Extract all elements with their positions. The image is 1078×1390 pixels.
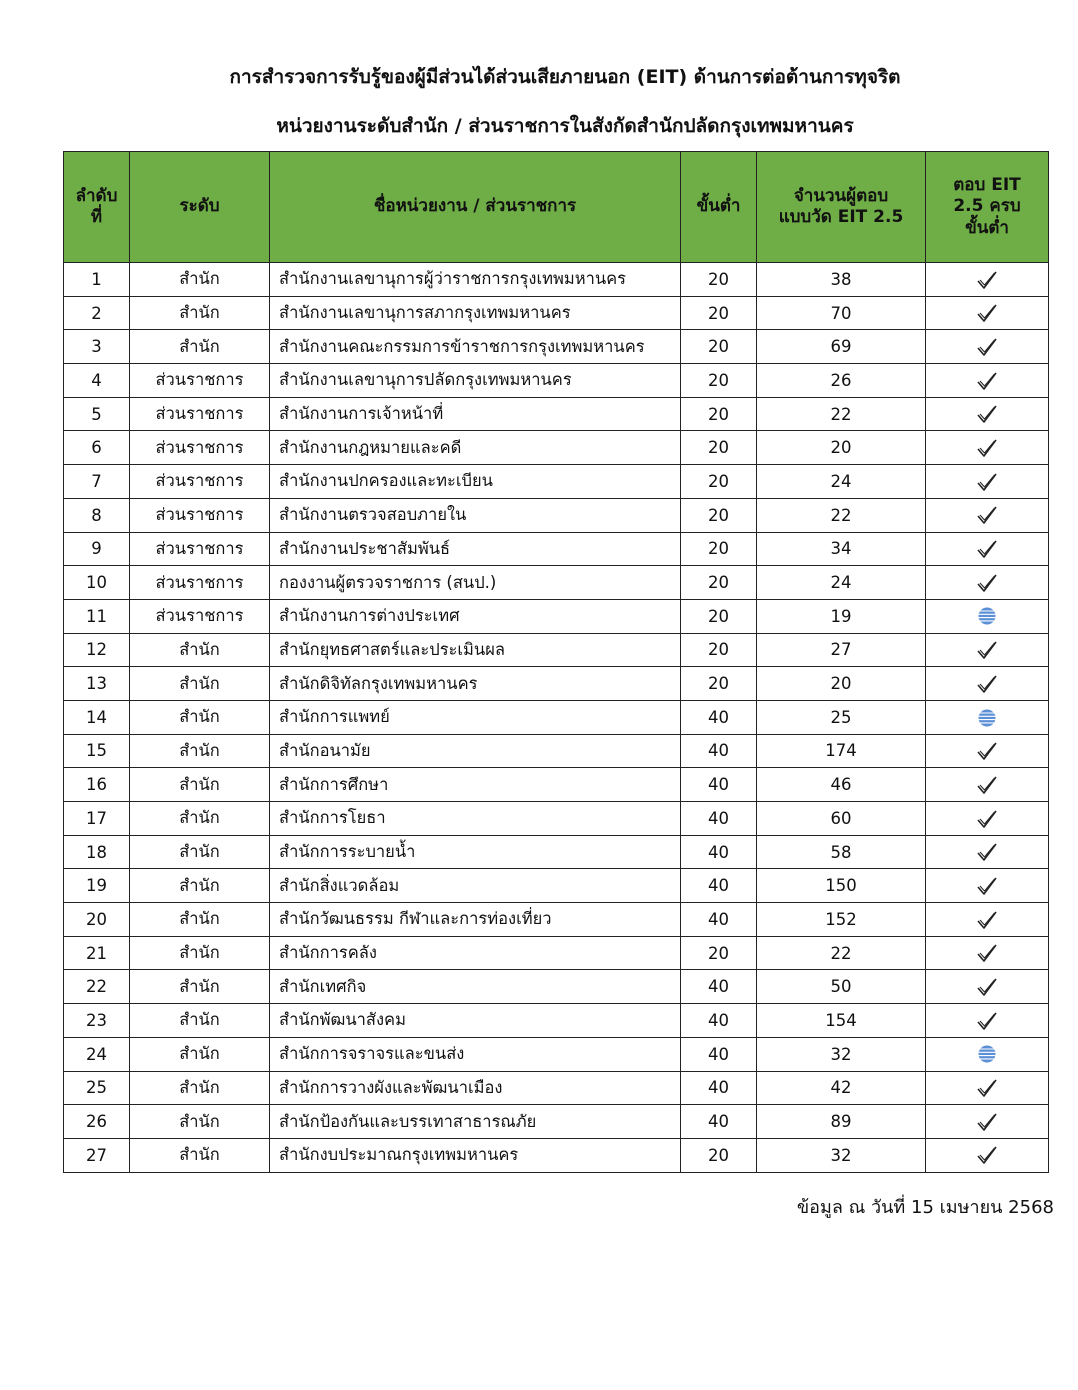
row-agency-name: กองงานผู้ตรวจราชการ (สนป.) [270, 566, 681, 600]
table-row [64, 1138, 1049, 1172]
row-agency-name: สำนักงบประมาณกรุงเทพมหานคร [270, 1138, 681, 1172]
check-icon [976, 741, 998, 761]
row-status [926, 465, 1049, 499]
check-icon [976, 303, 998, 323]
row-status [926, 970, 1049, 1004]
row-no: 10 [64, 566, 130, 600]
check-icon [976, 842, 998, 862]
row-respondent-count: 152 [757, 903, 926, 937]
row-agency-name: สำนักงานการเจ้าหน้าที่ [270, 397, 681, 431]
row-status [926, 667, 1049, 701]
check-icon [976, 1078, 998, 1098]
row-no: 22 [64, 970, 130, 1004]
row-level: ส่วนราชการ [130, 397, 270, 431]
row-level: สำนัก [130, 667, 270, 701]
table-row [64, 1004, 1049, 1038]
row-status [926, 768, 1049, 802]
check-icon [976, 337, 998, 357]
row-minimum: 40 [681, 768, 757, 802]
table-row [64, 869, 1049, 903]
document-title: การสำรวจการรับรู้ของผู้มีส่วนได้ส่วนเสียภายนอก (EIT) ด้านการต่อต้านการทุจริต [229, 66, 901, 88]
table-row [64, 835, 1049, 869]
check-icon [976, 910, 998, 930]
row-status [926, 566, 1049, 600]
table-row [64, 768, 1049, 802]
row-status [926, 431, 1049, 465]
row-respondent-count: 24 [757, 566, 926, 600]
row-agency-name: สำนักงานปกครองและทะเบียน [270, 465, 681, 499]
row-level: ส่วนราชการ [130, 498, 270, 532]
row-level: สำนัก [130, 700, 270, 734]
row-level: ส่วนราชการ [130, 364, 270, 398]
row-level: สำนัก [130, 802, 270, 836]
check-icon [976, 371, 998, 391]
row-level: สำนัก [130, 869, 270, 903]
row-minimum: 40 [681, 1105, 757, 1139]
row-no: 24 [64, 1037, 130, 1071]
row-minimum: 40 [681, 835, 757, 869]
table-row [64, 1071, 1049, 1105]
row-status [926, 263, 1049, 297]
blue-striped-circle-icon [976, 606, 998, 626]
row-minimum: 20 [681, 465, 757, 499]
row-level: สำนัก [130, 734, 270, 768]
row-minimum: 20 [681, 532, 757, 566]
row-level: สำนัก [130, 1071, 270, 1105]
row-no: 16 [64, 768, 130, 802]
check-icon [976, 404, 998, 424]
row-respondent-count: 89 [757, 1105, 926, 1139]
row-status [926, 903, 1049, 937]
row-agency-name: สำนักสิ่งแวดล้อม [270, 869, 681, 903]
row-respondent-count: 22 [757, 936, 926, 970]
row-respondent-count: 24 [757, 465, 926, 499]
row-level: สำนัก [130, 1105, 270, 1139]
table-row [64, 633, 1049, 667]
row-no: 25 [64, 1071, 130, 1105]
row-status [926, 633, 1049, 667]
row-minimum: 20 [681, 296, 757, 330]
row-no: 1 [64, 263, 130, 297]
row-status [926, 296, 1049, 330]
row-respondent-count: 32 [757, 1138, 926, 1172]
header-name: ชื่อหน่วยงาน / ส่วนราชการ [270, 152, 681, 263]
row-respondent-count: 154 [757, 1004, 926, 1038]
row-level: สำนัก [130, 936, 270, 970]
row-no: 20 [64, 903, 130, 937]
row-minimum: 40 [681, 1004, 757, 1038]
row-respondent-count: 42 [757, 1071, 926, 1105]
check-icon [976, 1112, 998, 1132]
row-no: 15 [64, 734, 130, 768]
row-agency-name: สำนักงานประชาสัมพันธ์ [270, 532, 681, 566]
row-status [926, 397, 1049, 431]
header-respondents: จำนวนผู้ตอบ แบบวัด EIT 2.5 [757, 152, 926, 263]
table-row [64, 970, 1049, 1004]
row-respondent-count: 174 [757, 734, 926, 768]
row-status [926, 869, 1049, 903]
row-level: สำนัก [130, 768, 270, 802]
check-icon [976, 977, 998, 997]
row-respondent-count: 38 [757, 263, 926, 297]
table-row [64, 734, 1049, 768]
row-no: 7 [64, 465, 130, 499]
row-minimum: 20 [681, 633, 757, 667]
row-respondent-count: 22 [757, 498, 926, 532]
row-no: 8 [64, 498, 130, 532]
row-agency-name: สำนักป้องกันและบรรเทาสาธารณภัย [270, 1105, 681, 1139]
row-no: 17 [64, 802, 130, 836]
header-status: ตอบ EIT 2.5 ครบ ขั้นต่ำ [926, 152, 1049, 263]
row-level: สำนัก [130, 1138, 270, 1172]
row-agency-name: สำนักการโยธา [270, 802, 681, 836]
row-agency-name: สำนักการคลัง [270, 936, 681, 970]
table-body [64, 263, 1049, 1173]
row-no: 13 [64, 667, 130, 701]
row-minimum: 40 [681, 970, 757, 1004]
row-level: สำนัก [130, 1004, 270, 1038]
table-row [64, 566, 1049, 600]
row-agency-name: สำนักพัฒนาสังคม [270, 1004, 681, 1038]
table-row [64, 700, 1049, 734]
row-status [926, 364, 1049, 398]
row-status [926, 1004, 1049, 1038]
table-row [64, 1105, 1049, 1139]
row-minimum: 40 [681, 903, 757, 937]
row-agency-name: สำนักดิจิทัลกรุงเทพมหานคร [270, 667, 681, 701]
table-row [64, 296, 1049, 330]
row-respondent-count: 25 [757, 700, 926, 734]
table-row [64, 667, 1049, 701]
table-row [64, 263, 1049, 297]
row-minimum: 20 [681, 397, 757, 431]
row-respondent-count: 50 [757, 970, 926, 1004]
table-header-row [64, 152, 1049, 263]
row-agency-name: สำนักงานตรวจสอบภายใน [270, 498, 681, 532]
row-minimum: 40 [681, 734, 757, 768]
header-no: ลำดับ ที่ [64, 152, 130, 263]
check-icon [976, 472, 998, 492]
row-level: สำนัก [130, 970, 270, 1004]
check-icon [976, 1145, 998, 1165]
row-status [926, 700, 1049, 734]
row-level: ส่วนราชการ [130, 566, 270, 600]
row-no: 23 [64, 1004, 130, 1038]
table-row [64, 330, 1049, 364]
check-icon [976, 573, 998, 593]
table-row [64, 431, 1049, 465]
row-status [926, 835, 1049, 869]
row-respondent-count: 70 [757, 296, 926, 330]
row-minimum: 20 [681, 667, 757, 701]
row-level: ส่วนราชการ [130, 599, 270, 633]
row-no: 18 [64, 835, 130, 869]
row-no: 6 [64, 431, 130, 465]
row-respondent-count: 26 [757, 364, 926, 398]
row-status [926, 330, 1049, 364]
check-icon [976, 505, 998, 525]
row-minimum: 40 [681, 1071, 757, 1105]
row-no: 12 [64, 633, 130, 667]
table-row [64, 903, 1049, 937]
table-row [64, 498, 1049, 532]
row-agency-name: สำนักงานเลขานุการผู้ว่าราชการกรุงเทพมหานคร [270, 263, 681, 297]
row-agency-name: สำนักอนามัย [270, 734, 681, 768]
row-agency-name: สำนักการศึกษา [270, 768, 681, 802]
row-minimum: 20 [681, 566, 757, 600]
row-minimum: 40 [681, 1037, 757, 1071]
row-no: 5 [64, 397, 130, 431]
row-minimum: 20 [681, 1138, 757, 1172]
table-row [64, 532, 1049, 566]
row-minimum: 20 [681, 330, 757, 364]
row-respondent-count: 60 [757, 802, 926, 836]
row-minimum: 40 [681, 869, 757, 903]
row-minimum: 20 [681, 498, 757, 532]
table-row [64, 465, 1049, 499]
row-minimum: 20 [681, 431, 757, 465]
check-icon [976, 674, 998, 694]
row-minimum: 40 [681, 802, 757, 836]
row-respondent-count: 58 [757, 835, 926, 869]
header-level: ระดับ [130, 152, 270, 263]
row-agency-name: สำนักการระบายน้ำ [270, 835, 681, 869]
row-minimum: 20 [681, 263, 757, 297]
table-row [64, 599, 1049, 633]
check-icon [976, 539, 998, 559]
check-icon [976, 876, 998, 896]
blue-striped-circle-icon [976, 708, 998, 728]
row-agency-name: สำนักงานเลขานุการปลัดกรุงเทพมหานคร [270, 364, 681, 398]
row-respondent-count: 20 [757, 667, 926, 701]
check-icon [976, 943, 998, 963]
row-level: สำนัก [130, 633, 270, 667]
row-no: 2 [64, 296, 130, 330]
row-status [926, 532, 1049, 566]
row-respondent-count: 19 [757, 599, 926, 633]
row-no: 19 [64, 869, 130, 903]
row-level: ส่วนราชการ [130, 431, 270, 465]
row-agency-name: สำนักยุทธศาสตร์และประเมินผล [270, 633, 681, 667]
row-level: สำนัก [130, 263, 270, 297]
table-row [64, 936, 1049, 970]
row-status [926, 734, 1049, 768]
row-status [926, 599, 1049, 633]
check-icon [976, 640, 998, 660]
row-level: ส่วนราชการ [130, 465, 270, 499]
row-status [926, 802, 1049, 836]
row-agency-name: สำนักการวางผังและพัฒนาเมือง [270, 1071, 681, 1105]
row-status [926, 1037, 1049, 1071]
row-agency-name: สำนักงานการต่างประเทศ [270, 599, 681, 633]
row-respondent-count: 34 [757, 532, 926, 566]
row-level: สำนัก [130, 903, 270, 937]
table-row [64, 364, 1049, 398]
row-level: สำนัก [130, 330, 270, 364]
row-no: 27 [64, 1138, 130, 1172]
table-row [64, 1037, 1049, 1071]
row-respondent-count: 32 [757, 1037, 926, 1071]
row-agency-name: สำนักงานเลขานุการสภากรุงเทพมหานคร [270, 296, 681, 330]
row-no: 11 [64, 599, 130, 633]
row-respondent-count: 69 [757, 330, 926, 364]
row-minimum: 20 [681, 936, 757, 970]
data-date-note: ข้อมูล ณ วันที่ 15 เมษายน 2568 [796, 1197, 1054, 1218]
row-respondent-count: 46 [757, 768, 926, 802]
check-icon [976, 270, 998, 290]
row-respondent-count: 27 [757, 633, 926, 667]
row-status [926, 498, 1049, 532]
table-row [64, 397, 1049, 431]
row-no: 26 [64, 1105, 130, 1139]
row-minimum: 20 [681, 599, 757, 633]
row-status [926, 936, 1049, 970]
row-agency-name: สำนักการจราจรและขนส่ง [270, 1037, 681, 1071]
row-status [926, 1138, 1049, 1172]
eit-results-table [63, 151, 1049, 1173]
check-icon [976, 438, 998, 458]
row-no: 21 [64, 936, 130, 970]
row-status [926, 1105, 1049, 1139]
row-status [926, 1071, 1049, 1105]
row-no: 9 [64, 532, 130, 566]
row-agency-name: สำนักการแพทย์ [270, 700, 681, 734]
row-level: สำนัก [130, 1037, 270, 1071]
row-agency-name: สำนักงานกฎหมายและคดี [270, 431, 681, 465]
row-minimum: 20 [681, 364, 757, 398]
row-level: สำนัก [130, 296, 270, 330]
blue-striped-circle-icon [976, 1044, 998, 1064]
header-minimum: ขั้นต่ำ [681, 152, 757, 263]
row-no: 14 [64, 700, 130, 734]
row-no: 4 [64, 364, 130, 398]
row-level: สำนัก [130, 835, 270, 869]
row-level: ส่วนราชการ [130, 532, 270, 566]
row-agency-name: สำนักวัฒนธรรม กีฬาและการท่องเที่ยว [270, 903, 681, 937]
row-no: 3 [64, 330, 130, 364]
row-agency-name: สำนักงานคณะกรรมการข้าราชการกรุงเทพมหานคร [270, 330, 681, 364]
row-respondent-count: 20 [757, 431, 926, 465]
table-row [64, 802, 1049, 836]
document-subtitle: หน่วยงานระดับสำนัก / ส่วนราชการในสังกัดสำนักปลัดกรุงเทพมหานคร [276, 115, 854, 137]
row-agency-name: สำนักเทศกิจ [270, 970, 681, 1004]
check-icon [976, 809, 998, 829]
check-icon [976, 775, 998, 795]
row-minimum: 40 [681, 700, 757, 734]
row-respondent-count: 22 [757, 397, 926, 431]
check-icon [976, 1011, 998, 1031]
row-respondent-count: 150 [757, 869, 926, 903]
